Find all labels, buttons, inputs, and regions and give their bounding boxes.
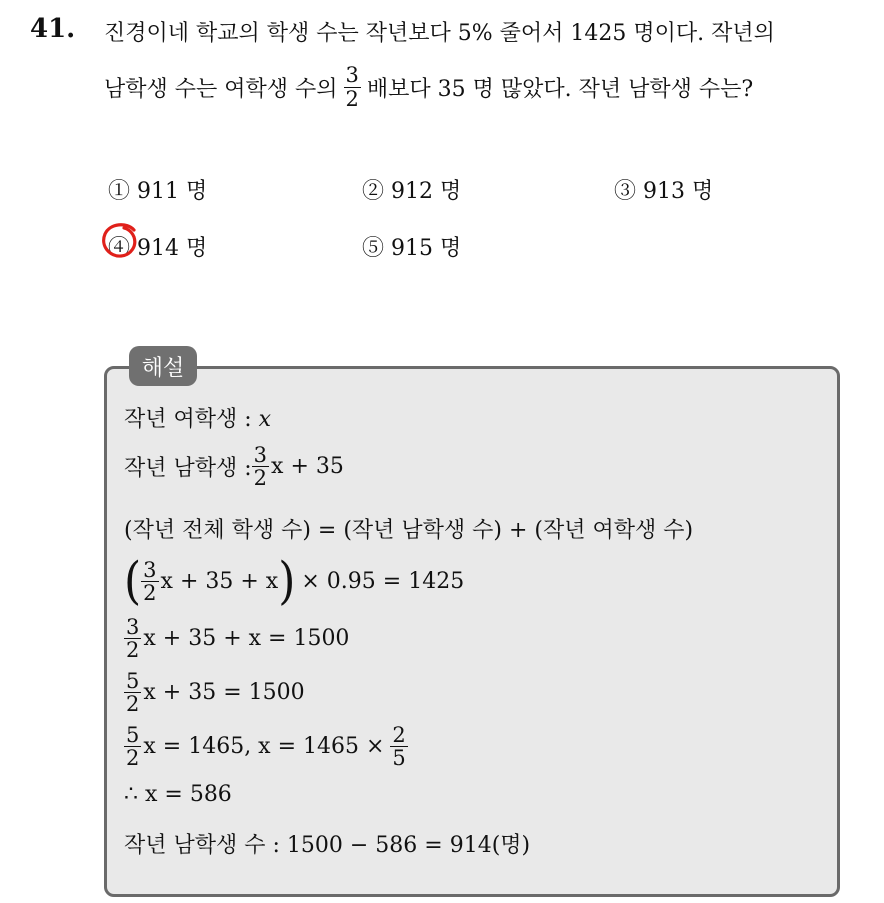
solution-line-1 — [124, 402, 271, 433]
fraction-numerator: 3 — [126, 615, 140, 639]
solution-line-6-rest: x + 35 = 1500 — [143, 680, 305, 706]
solution-line-7-mid: x = 1465, x = 1465 × — [143, 734, 385, 760]
solution-line-7-fraction — [124, 724, 141, 769]
choice-1-marker: ① — [108, 179, 131, 204]
choice-5[interactable] — [362, 231, 461, 262]
solution-line-4-fraction — [141, 559, 158, 604]
solution-line-7-fraction-2 — [390, 724, 407, 769]
fraction-numerator: 5 — [126, 669, 140, 693]
question-number: 41. — [30, 14, 76, 44]
choice-1[interactable] — [108, 174, 207, 205]
solution-tag: 해설 — [129, 346, 197, 386]
solution-line-7 — [124, 724, 410, 769]
solution-line-4-rest: × 0.95 = 1425 — [301, 569, 465, 594]
right-paren: ) — [278, 552, 296, 611]
fraction-denominator: 2 — [345, 86, 359, 111]
solution-line-1-label: 작년 여학생 : — [124, 407, 259, 432]
fraction-denominator: 2 — [126, 692, 140, 717]
fraction-denominator: 2 — [126, 746, 140, 771]
solution-line-3: (작년 전체 학생 수) = (작년 남학생 수) + (작년 여학생 수) — [124, 518, 694, 543]
solution-line-8: ∴ x = 586 — [124, 782, 232, 807]
left-paren: ( — [124, 552, 142, 611]
question-line-2-after: 배보다 35 명 많았다. 작년 남학생 수는? — [366, 76, 754, 102]
solution-line-5 — [124, 616, 349, 661]
fraction-numerator: 3 — [253, 443, 268, 467]
solution-line-5-rest: x + 35 + x = 1500 — [143, 626, 350, 652]
question-line-2 — [104, 58, 753, 116]
fraction-denominator: 2 — [143, 581, 157, 605]
solution-line-2-rest: x + 35 — [271, 454, 344, 480]
solution-line-2 — [124, 444, 344, 489]
choice-2[interactable] — [362, 174, 461, 205]
solution-line-4-inner: x + 35 + x — [160, 569, 279, 594]
choice-4-text: 914 명 — [137, 236, 208, 261]
solution-line-2-label: 작년 남학생 : — [124, 456, 252, 482]
fraction-denominator: 2 — [126, 638, 140, 663]
question-line-2-before: 남학생 수는 여학생 수의 — [104, 76, 338, 102]
fraction-numerator: 2 — [392, 723, 406, 747]
answer-circle-mark — [100, 221, 140, 261]
solution-line-1-var: x — [258, 407, 272, 432]
choice-2-marker: ② — [362, 179, 385, 204]
choice-4-marker: ④ — [108, 236, 131, 261]
solution-line-6 — [124, 670, 305, 715]
choice-5-marker: ⑤ — [362, 236, 385, 261]
fraction-numerator: 3 — [345, 63, 359, 88]
fraction-numerator: 3 — [143, 557, 157, 582]
question-line-1: 진경이네 학교의 학생 수는 작년보다 5% 줄어서 1425 명이다. 작년의 — [104, 21, 775, 46]
solution-line-4 — [124, 552, 465, 611]
choice-3-text: 913 명 — [643, 179, 714, 204]
solution-line-5-fraction — [124, 616, 141, 661]
choice-3-marker: ③ — [614, 179, 637, 204]
fraction-numerator: 5 — [126, 723, 140, 747]
choice-1-text: 911 명 — [137, 179, 208, 204]
solution-line-9: 작년 남학생 수 : 1500 − 586 = 914(명) — [124, 833, 531, 858]
choice-5-text: 915 명 — [391, 236, 462, 261]
question-fraction — [344, 64, 361, 109]
choice-3[interactable] — [614, 174, 713, 205]
solution-line-2-fraction — [252, 444, 269, 489]
fraction-denominator: 5 — [392, 746, 406, 771]
choice-2-text: 912 명 — [391, 179, 462, 204]
fraction-denominator: 2 — [253, 466, 268, 491]
solution-line-6-fraction — [124, 670, 141, 715]
